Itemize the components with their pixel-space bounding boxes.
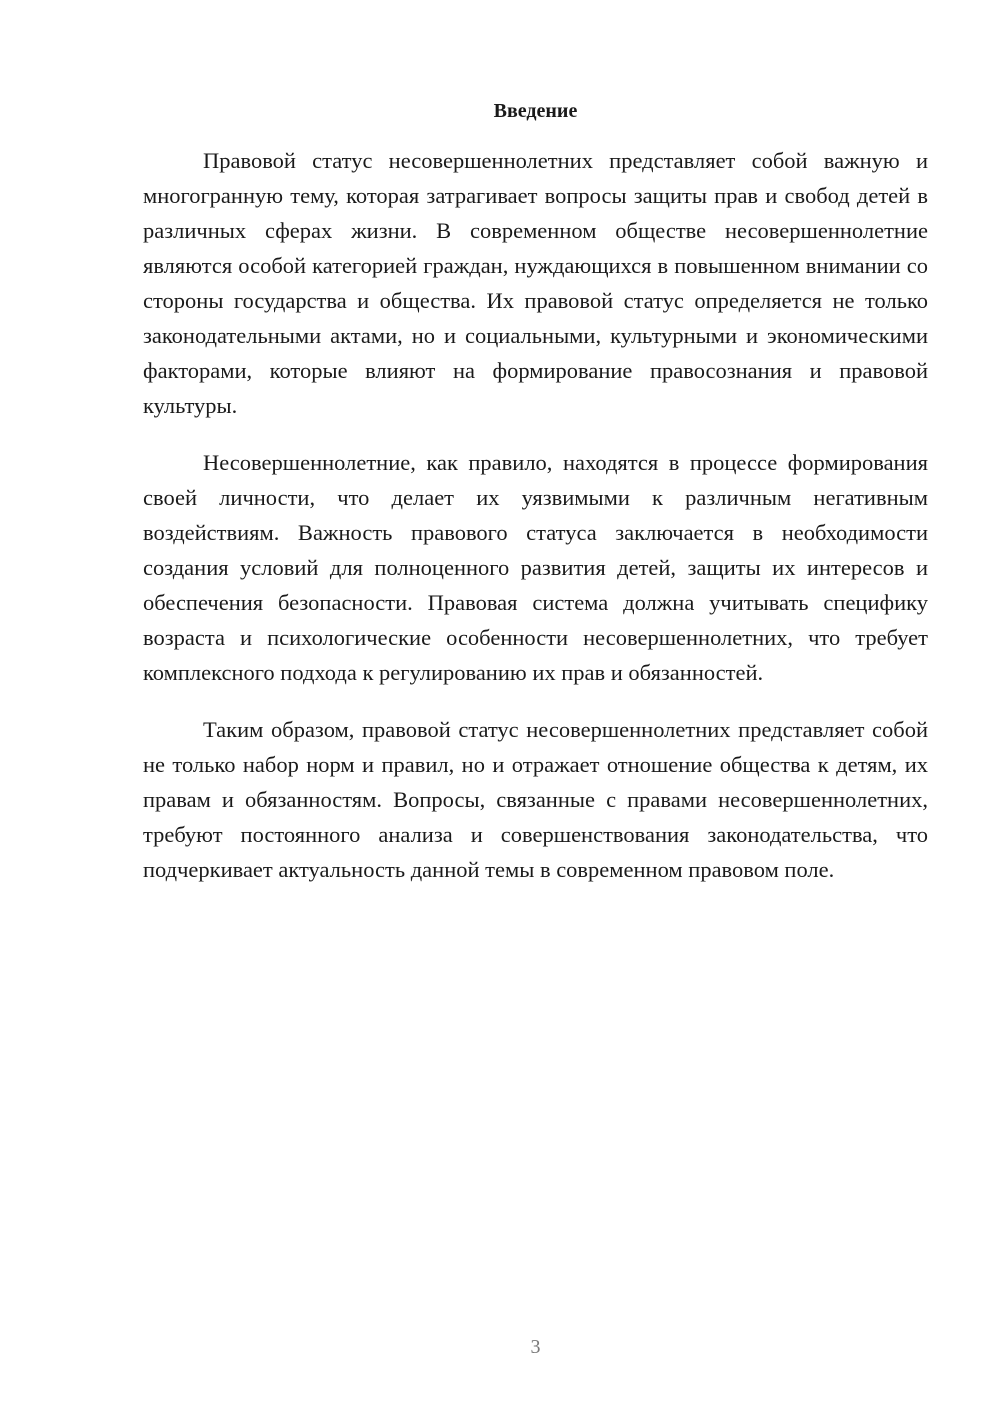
paragraph-3: Таким образом, правовой статус несовершеннолетних представляет собой не только набор норм и правил, но и отражает отношение общества к детям, их правам и обязанностям. Вопросы, связанные с правами несовершеннолетних, требуют постоянного анализа и совершенствования законодательства, что подчеркивает актуальность данной темы в современном правовом поле.: [143, 717, 928, 882]
body-text: [143, 143, 928, 909]
paragraph-1: Правовой статус несовершеннолетних представляет собой важную и многогранную тему, которая затрагивает вопросы защиты прав и свобод детей в различных сферах жизни. В современном обществе несовершеннолетние являются особой категорией граждан, нуждающихся в повышенном внимании со стороны государства и общества. Их правовой статус определяется не только законодательными актами, но и социальными, культурными и экономическими факторами, которые влияют на формирование правосознания и правовой культуры.: [143, 148, 928, 418]
paragraph-2: Несовершеннолетние, как правило, находятся в процессе формирования своей личности, что делает их уязвимыми к различным негативным воздействиям. Важность правового статуса заключается в необходимости создания условий для полноценного развития детей, защиты их интересов и обеспечения безопасности. Правовая система должна учитывать специфику возраста и психологические особенности несовершеннолетних, что требует комплексного подхода к регулированию их прав и обязанностей.: [143, 450, 928, 685]
page-number: 3: [530, 1336, 541, 1358]
section-title: Введение: [493, 100, 578, 122]
